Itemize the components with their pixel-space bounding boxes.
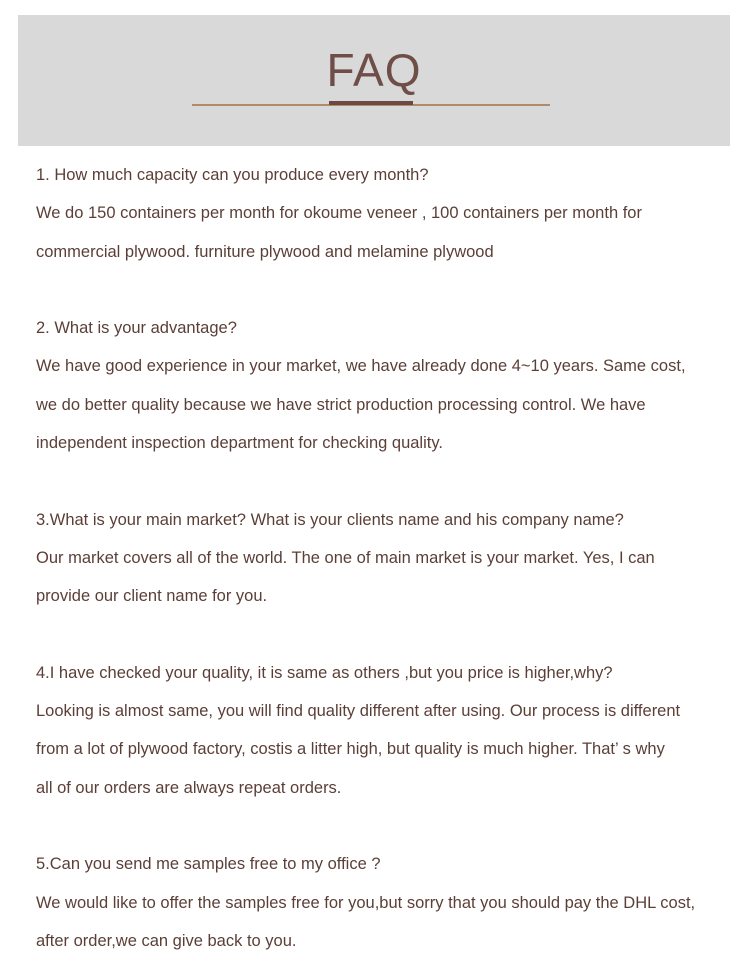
faq-answer-line: Looking is almost same, you will find quality different after using. Our process is different xyxy=(36,702,681,721)
faq-item xyxy=(36,845,726,960)
faq-item xyxy=(36,654,726,807)
faq-answer-line: provide our client name for you. xyxy=(36,587,268,606)
faq-list xyxy=(36,156,726,960)
faq-answer-line: Our market covers all of the world. The one of main market is your market. Yes, I can xyxy=(36,548,655,567)
faq-question: 1. How much capacity can you produce every month? xyxy=(36,166,429,184)
faq-answer-line: We have good experience in your market, we have already done 4~10 years. Same cost, xyxy=(36,357,686,376)
faq-item xyxy=(36,309,726,462)
spacer xyxy=(36,462,726,500)
faq-question: 4.I have checked your quality, it is same as others ,but you price is higher,why? xyxy=(36,663,613,682)
faq-answer-line: We do 150 containers per month for okoume veneer , 100 containers per month for xyxy=(36,204,642,223)
page-title: FAQ xyxy=(326,44,422,96)
faq-question: 2. What is your advantage? xyxy=(36,319,237,338)
faq-answer-line: we do better quality because we have strict production processing control. We have xyxy=(36,395,646,414)
faq-item xyxy=(36,156,726,271)
faq-question: 5.Can you send me samples free to my office ? xyxy=(36,855,381,874)
faq-header-band xyxy=(18,15,730,146)
spacer xyxy=(36,807,726,845)
spacer xyxy=(36,616,726,654)
faq-question: 3.What is your main market? What is your clients name and his company name? xyxy=(36,510,624,529)
faq-item xyxy=(36,501,726,616)
spacer xyxy=(36,271,726,309)
title-accent-underline xyxy=(329,101,413,105)
faq-answer-line: independent inspection department for checking quality. xyxy=(36,434,443,453)
faq-answer-line: after order,we can give back to you. xyxy=(36,931,297,950)
faq-answer-line: We would like to offer the samples free for you,but sorry that you should pay the DHL cost, xyxy=(36,893,696,912)
faq-answer-line: from a lot of plywood factory, costis a litter high, but quality is much higher. That’ s why xyxy=(36,740,665,759)
faq-answer-line: all of our orders are always repeat orders. xyxy=(36,778,342,797)
faq-answer-line: commercial plywood. furniture plywood and melamine plywood xyxy=(36,242,494,261)
